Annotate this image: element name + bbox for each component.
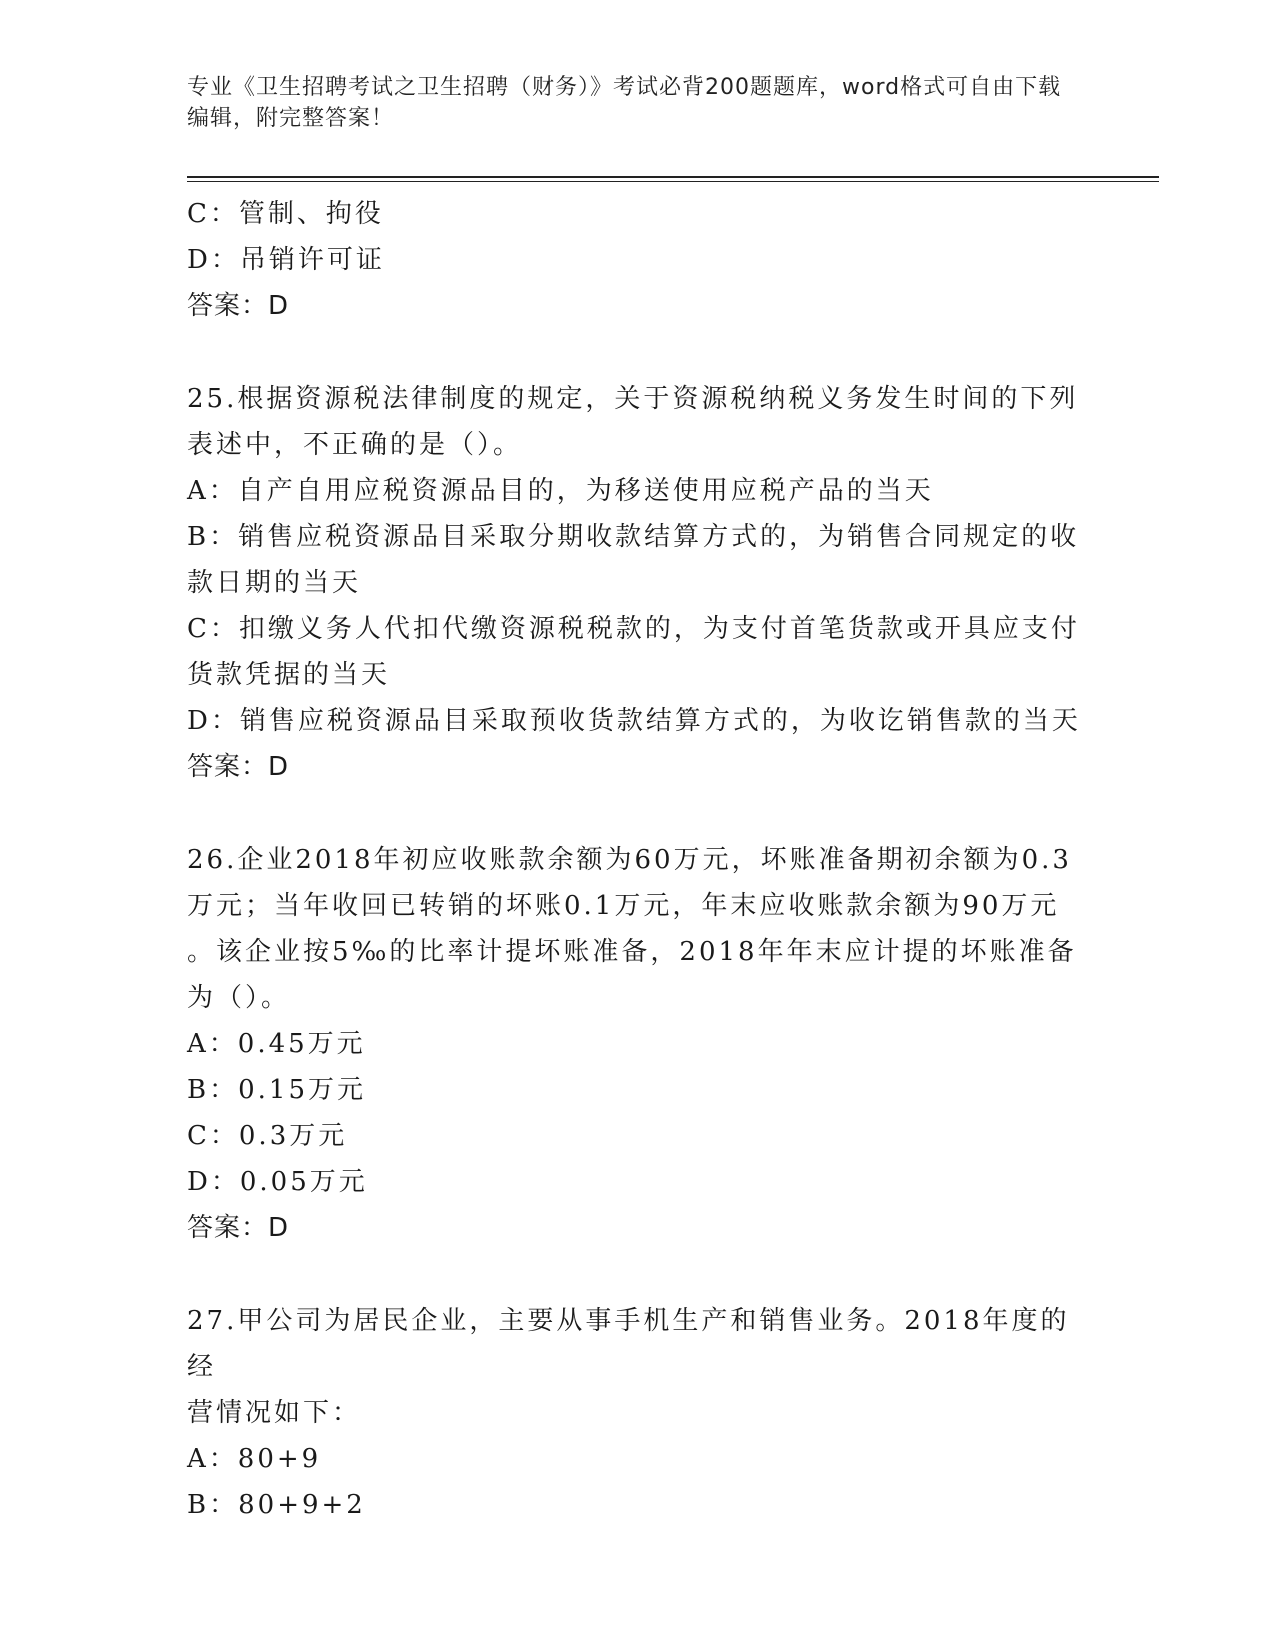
q27-stem-line2: 营情况如下：: [187, 1398, 362, 1428]
q26-option-b: B：0.15万元: [187, 1075, 366, 1105]
q27-stem-line1: 27.甲公司为居民企业，主要从事手机生产和销售业务。2018年度的经: [187, 1306, 1070, 1382]
q26-answer: 答案：D: [187, 1213, 290, 1243]
q26-stem-line4: 为（）。: [187, 983, 291, 1013]
page-header: [187, 72, 1077, 134]
header-rule-thick: [187, 176, 1159, 178]
q27-option-a: A：80+9: [187, 1444, 322, 1474]
q26-stem-line2: 万元；当年收回已转销的坏账0.1万元，年末应收账款余额为90万元: [187, 891, 1060, 921]
header-text: 专业《卫生招聘考试之卫生招聘（财务）》考试必背200题题库，word格式可自由下载编辑，附完整答案！: [187, 75, 1062, 131]
q27-option-b: B：80+9+2: [187, 1490, 366, 1520]
q24-option-d: D：吊销许可证: [187, 245, 385, 275]
document-body: [187, 191, 1087, 1528]
q25-stem-line1: 25.根据资源税法律制度的规定，关于资源税纳税义务发生时间的下列: [187, 384, 1079, 414]
q24-answer: 答案：D: [187, 291, 290, 321]
q25-option-a: A：自产自用应税资源品目的，为移送使用应税产品的当天: [187, 476, 934, 506]
q25-option-d: D：销售应税资源品目采取预收货款结算方式的，为收讫销售款的当天: [187, 706, 1081, 736]
spacer: [187, 790, 1087, 837]
spacer: [187, 329, 1087, 376]
q26-option-d: D：0.05万元: [187, 1167, 368, 1197]
header-rule-thin: [187, 181, 1159, 182]
q25-option-b-line2: 款日期的当天: [187, 568, 362, 598]
q25-stem-line2: 表述中，不正确的是（）。: [187, 430, 523, 460]
question-26: [187, 837, 1087, 1251]
q26-stem-line1: 26.企业2018年初应收账款余额为60万元，坏账准备期初余额为0.3: [187, 845, 1072, 875]
spacer: [187, 1251, 1087, 1298]
q26-option-c: C：0.3万元: [187, 1121, 348, 1151]
q26-option-a: A：0.45万元: [187, 1029, 366, 1059]
q25-answer: 答案：D: [187, 752, 290, 782]
q24-option-c: C：管制、拘役: [187, 199, 384, 229]
q26-stem-line3: 。该企业按5‰的比率计提坏账准备，2018年年末应计提的坏账准备: [187, 937, 1077, 967]
question-25: [187, 376, 1087, 790]
q25-option-c-line2: 货款凭据的当天: [187, 660, 391, 690]
question-24-tail: [187, 191, 1087, 329]
q25-option-c-line1: C：扣缴义务人代扣代缴资源税税款的，为支付首笔货款或开具应支付: [187, 614, 1080, 644]
q25-option-b-line1: B：销售应税资源品目采取分期收款结算方式的，为销售合同规定的收: [187, 522, 1080, 552]
question-27: [187, 1298, 1087, 1528]
